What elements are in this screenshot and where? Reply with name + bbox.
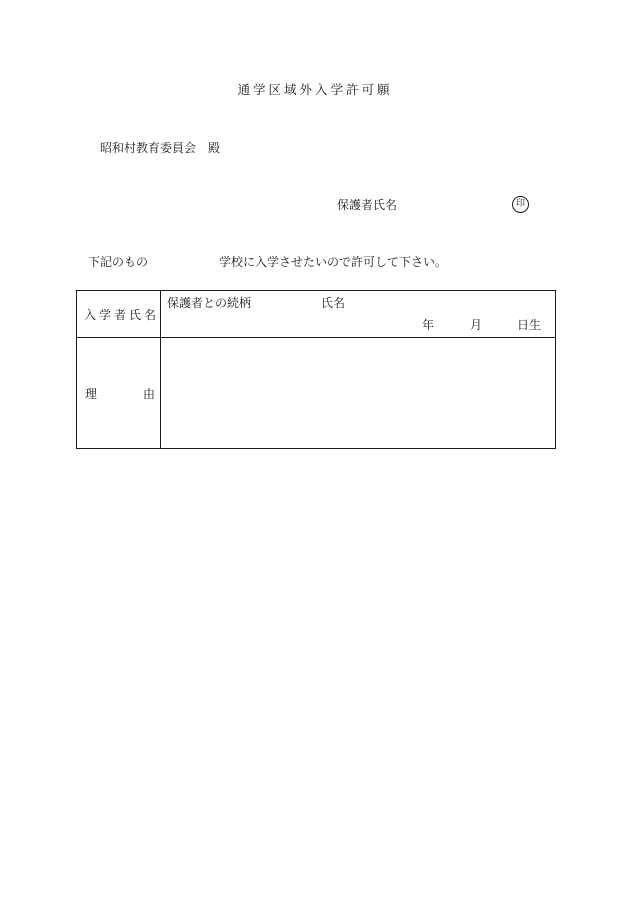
request-body: 学校に入学させたいので許可して下さい。 [219, 255, 448, 269]
student-name-label: 入学者氏名 [84, 308, 160, 322]
request-prefix: 下記のもの [88, 255, 149, 269]
addressee: 昭和村教育委員会 殿 [100, 141, 221, 155]
document-title: 通学区域外入学許可願 [237, 82, 393, 97]
table-column-divider [160, 291, 161, 448]
birth-month-label: 月 [470, 318, 483, 332]
name-label: 氏名 [321, 296, 346, 310]
birth-year-label: 年 [422, 318, 435, 332]
guardian-name-label: 保護者氏名 [337, 198, 398, 212]
reason-label-first: 理 [85, 387, 98, 401]
table-row-divider [77, 337, 555, 338]
relation-to-guardian-label: 保護者との続柄 [167, 296, 252, 310]
birth-day-label: 日生 [517, 318, 542, 332]
reason-label-second: 由 [143, 387, 156, 401]
application-form-table [76, 290, 556, 449]
seal-icon: 印 [512, 196, 529, 213]
